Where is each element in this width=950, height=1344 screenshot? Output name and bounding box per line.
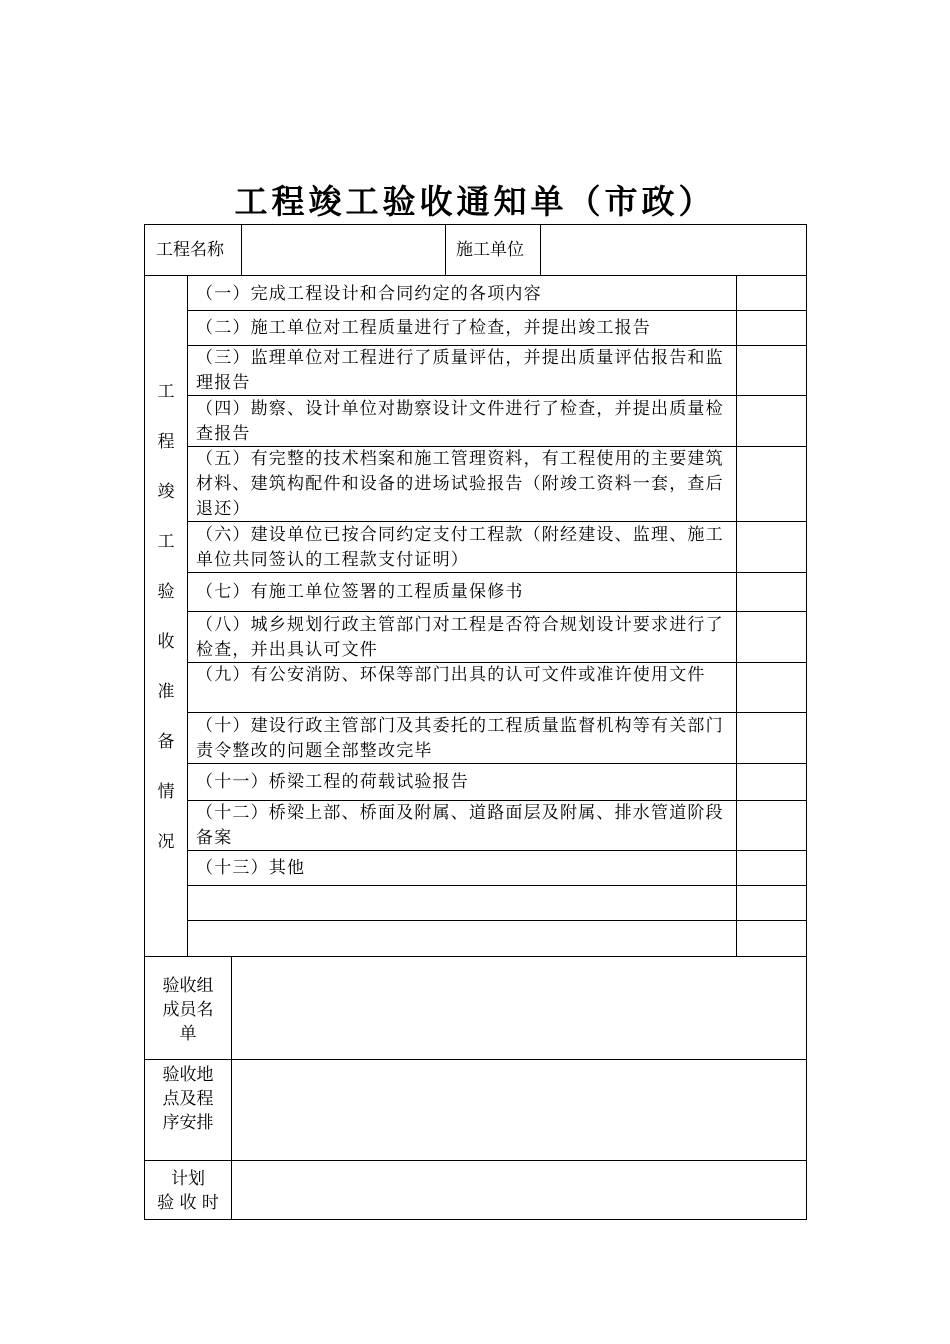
members-label: 验收组成员名单 <box>162 976 214 1044</box>
contractor-field[interactable] <box>550 238 800 262</box>
checklist-item: （十一）桥梁工程的荷载试验报告 <box>196 772 469 792</box>
checklist-item: （三）监理单位对工程进行了质量评估，并提出质量评估报告和监理报告 <box>196 348 724 393</box>
checklist-item: （八）城乡规划行政主管部门对工程是否符合规划设计要求进行了检查，并出具认可文件 <box>196 615 724 660</box>
schedule-label-line2: 验 收 时 <box>157 1193 219 1213</box>
checklist-item: （五）有完整的技术档案和施工管理资料，有工程使用的主要建筑材料、建筑构配件和设备的进场试验报告（附竣工资料一套，查后退还） <box>196 449 724 519</box>
label-char: 程 <box>157 432 175 452</box>
schedule-field[interactable] <box>240 1168 800 1212</box>
checklist-item: （十三）其他 <box>196 858 306 878</box>
contractor-label: 施工单位 <box>456 240 524 260</box>
label-char: 收 <box>157 632 175 652</box>
label-char: 工 <box>157 532 175 552</box>
preparation-label <box>150 375 182 875</box>
members-field[interactable] <box>240 966 800 1050</box>
label-char: 况 <box>157 832 175 852</box>
location-field[interactable] <box>240 1068 800 1152</box>
checklist-item: （四）勘察、设计单位对勘察设计文件进行了检查，并提出质量检查报告 <box>196 399 724 444</box>
label-char: 情 <box>157 782 175 802</box>
location-label: 验收地点及程序安排 <box>162 1065 214 1133</box>
checklist-item: （二）施工单位对工程质量进行了检查，并提出竣工报告 <box>196 318 651 338</box>
project-name-field[interactable] <box>250 238 440 262</box>
checklist-item: （六）建设单位已按合同约定支付工程款（附经建设、监理、施工单位共同签认的工程款支付证明） <box>196 525 724 570</box>
checklist-item: （九）有公安消防、环保等部门出具的认可文件或准许使用文件 <box>196 665 706 685</box>
page-title: 工程竣工验收通知单（市政） <box>234 182 716 221</box>
label-char: 工 <box>157 382 175 402</box>
checklist-item: （十）建设行政主管部门及其委托的工程质量监督机构等有关部门责令整改的问题全部整改完毕 <box>196 716 724 761</box>
checklist-item: （一）完成工程设计和合同约定的各项内容 <box>196 284 542 304</box>
label-char: 准 <box>157 682 175 702</box>
schedule-label-line1: 计划 <box>171 1169 205 1189</box>
label-char: 验 <box>157 582 175 602</box>
label-char: 竣 <box>157 482 175 502</box>
label-char: 备 <box>157 732 175 752</box>
checklist-item: （十二）桥梁上部、桥面及附属、道路面层及附属、排水管道阶段备案 <box>196 803 724 848</box>
project-name-label: 工程名称 <box>156 240 224 260</box>
checklist-item: （七）有施工单位签署的工程质量保修书 <box>196 582 524 602</box>
